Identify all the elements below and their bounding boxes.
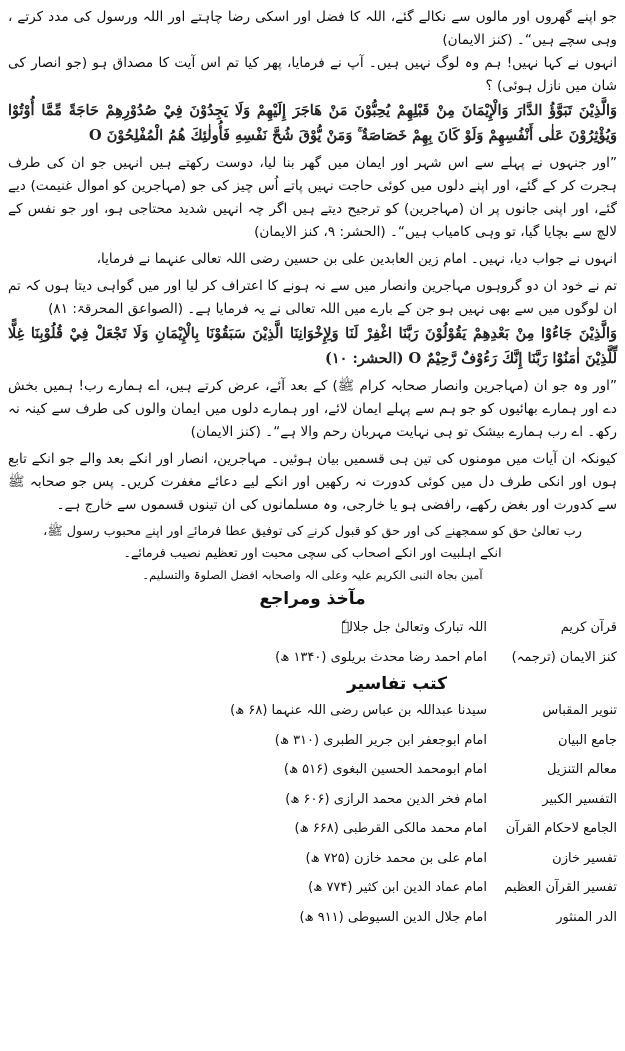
bibliography-quran-list — [8, 613, 617, 672]
book-title: کنز الایمان (ترجمہ) — [511, 649, 617, 665]
quran-ayah-hashr-10: وَالَّذِيْنَ جَاءُوْا مِنْ بَعْدِهِمْ يَقُوْلُوْنَ رَبَّنَا اغْفِرْ لَنَا وَلِإِخْوَانِنَا الَّذِيْنَ سَبَقُوْنَا بِالْإِيْمَانِ وَلَا تَجْعَلْ فِيْ قُلُوْبِنَا غِلًّا لِّلَّذِيْنَ اٰمَنُوْا رَبَّنَا إِنَّكَ رَءُوْفٌ رَّحِيْمٌ O (الحشر: ۱۰) — [8, 325, 617, 367]
book-title: تفسیر القرآن العظیم — [504, 880, 617, 896]
book-author: سیدنا عبداللہ بن عباس رضی اللہ عنہما (۶۸ ھ) — [230, 703, 487, 719]
book-title: قرآن کریم — [560, 620, 617, 636]
book-title: تفسیر خازن — [552, 850, 617, 866]
paragraph-translation-hashr-9: ”اور جنہوں نے پہلے سے اس شہر اور ایمان میں گھر بنا لیا، دوست رکھتے ہیں انہیں جو ان کی طرف ہجرت کر کے گئے، اور اپنے دلوں میں کوئی حاجت نہیں پاتے اُس چیز کی جو (مہاجرین کو اموال غنیمت) دیے گئے، اور اپنی جانوں پر ان (مہاجرین) کو ترجیح دیتے ہیں اگر چہ انہیں شدید محتاجی ہو، اور جو نفس کے لالچ سے بچایا گیا، تو وہی کامیاب ہیں“۔ (الحشر: ۹، کنز الایمان) — [8, 155, 617, 240]
bibliography-row — [8, 844, 617, 874]
book-author: امام فخر الدین محمد الرازی (۶۰۶ ھ) — [285, 791, 487, 807]
book-author: امام علی بن محمد خازن (۷۲۵ ھ) — [305, 850, 487, 866]
dua-line-1: رب تعالیٰ حق کو سمجھنے کی اور حق کو قبول کرنے کی توفیق عطا فرمائے اور اپنے محبوب رسول ﷺ، — [43, 524, 582, 539]
bibliography-row — [8, 755, 617, 785]
bibliography-row — [8, 613, 617, 643]
paragraph-question-ansar: انہوں نے کہا نہیں! ہم وہ لوگ نہیں ہیں۔ آپ نے فرمایا، پھر کیا تم اس آیت کا مصداق ہو (جو انصار کی شان میں نازل ہوئی) ؟ — [8, 55, 617, 94]
book-title: الجامع لاحکام القرآن — [505, 821, 617, 837]
bibliography-row — [8, 903, 617, 933]
book-author: امام ابومحمد الحسین البغوی (۵۱۶ ھ) — [283, 762, 487, 778]
bibliography-row — [8, 785, 617, 815]
bibliography-row — [8, 696, 617, 726]
dua-line-2: انکے اہلبیت اور انکے اصحاب کی سچی محبت اور تعظیم نصیب فرمائے۔ — [123, 546, 502, 561]
paragraph-conclusion: کیونکہ ان آیات میں مومنوں کی تین ہی قسمیں بیان ہوئیں۔ مہاجرین، انصار اور انکے بعد والے جو انکے تابع ہوں اور انکی طرف دل میں کوئی کدورت نہ رکھیں اور انکے لیے دعائے مغفرت کریں۔ پس جو صحابہ ﷺ سے کدورت اور بغض رکھے، رافضی ہو یا خارجی، وہ مسلمانوں کی ان تینوں قسموں سے خارج ہے۔ — [8, 451, 617, 513]
book-title: معالم التنزیل — [547, 762, 617, 778]
tafasir-heading: کتب تفاسیر — [347, 674, 447, 694]
quran-ayah-hashr-9: وَالَّذِيْنَ تَبَوَّؤُ الدَّارَ وَالْإِيْمَانَ مِنْ قَبْلِهِمْ يُحِبُّوْنَ مَنْ هَاجَرَ إِلَيْهِمْ وَلَا يَجِدُوْنَ فِيْ صُدُوْرِهِمْ حَاجَةً مِّمَّا أُوْتُوْا وَيُؤْثِرُوْنَ عَلٰى أَنْفُسِهِمْ وَلَوْ كَانَ بِهِمْ خَصَاصَةٌ ۚ وَمَنْ يُّوْقَ شُحَّ نَفْسِهِ فَأُولٰئِكَ هُمُ الْمُفْلِحُوْنَ O — [8, 102, 617, 144]
amin-line: آمین بجاہ النبی الکریم علیہ وعلی الہ واصحابہ افضل الصلوۃ والتسلیم۔ — [142, 568, 483, 582]
bibliography-row — [8, 814, 617, 844]
book-author: امام ابوجعفر ابن جریر الطبری (۳۱۰ ھ) — [274, 732, 487, 748]
bibliography-row — [8, 726, 617, 756]
bibliography-row — [8, 873, 617, 903]
paragraph-translation-hashr-10: ”اور وہ جو ان (مہاجرین وانصار صحابہ کرام ﷺ) کے بعد آئے، عرض کرتے ہیں، اے ہمارے رب! ہمیں بخش دے اور ہمارے بھائیوں کو جو ہم سے پہلے ایمان لائے، اور ہمارے دلوں میں ایمان والوں کی طرف سے کینہ نہ رکھ۔ اے رب ہمارے بیشک تو ہی نہایت مہربان رحم والا ہے“۔ (کنز الایمان) — [8, 378, 617, 440]
paragraph-imam-statement: تم نے خود ان دو گروہوں مہاجرین وانصار میں سے نہ ہونے کا اعتراف کر لیا اور میں گواہی دیتا ہوں کہ تم ان لوگوں میں سے بھی نہیں ہو جن کے بارے میں اللہ تعالی نے یہ فرمایا ہے۔ (الصواعق المحرقۃ: ۸۱) — [8, 278, 617, 317]
paragraph-reply-imam: انہوں نے جواب دیا، نہیں۔ امام زین العابدین علی بن حسین رضی اللہ تعالی عنہما نے فرمایا، — [96, 251, 617, 267]
book-author: امام محمد مالکی القرطبی (۶۶۸ ھ) — [294, 821, 487, 837]
book-author: امام احمد رضا محدث بریلوی (۱۳۴۰ ھ) — [275, 649, 487, 665]
book-author: امام جلال الدین السیوطی (۹۱۱ ھ) — [299, 909, 487, 925]
paragraph-hadith-end: جو اپنے گھروں اور مالوں سے نکالے گئے، اللہ کا فضل اور اسکی رضا چاہتے اور اللہ ورسول کی مدد کرتے ، وہی سچے ہیں“۔ (کنز الایمان) — [8, 9, 617, 48]
bibliography-heading: مآخذ ومراجع — [259, 589, 366, 609]
book-author: اللہ تبارک وتعالیٰ جل جلالہٗ — [341, 620, 487, 636]
book-author: امام عماد الدین ابن کثیر (۷۷۴ ھ) — [308, 880, 487, 896]
book-title: جامع البیان — [558, 732, 617, 748]
book-title: تنویر المقباس — [542, 703, 617, 719]
bibliography-row — [8, 643, 617, 673]
book-title: الدر المنثور — [556, 909, 617, 925]
bibliography-tafasir-list — [8, 696, 617, 932]
book-title: التفسیر الکبیر — [542, 791, 617, 807]
